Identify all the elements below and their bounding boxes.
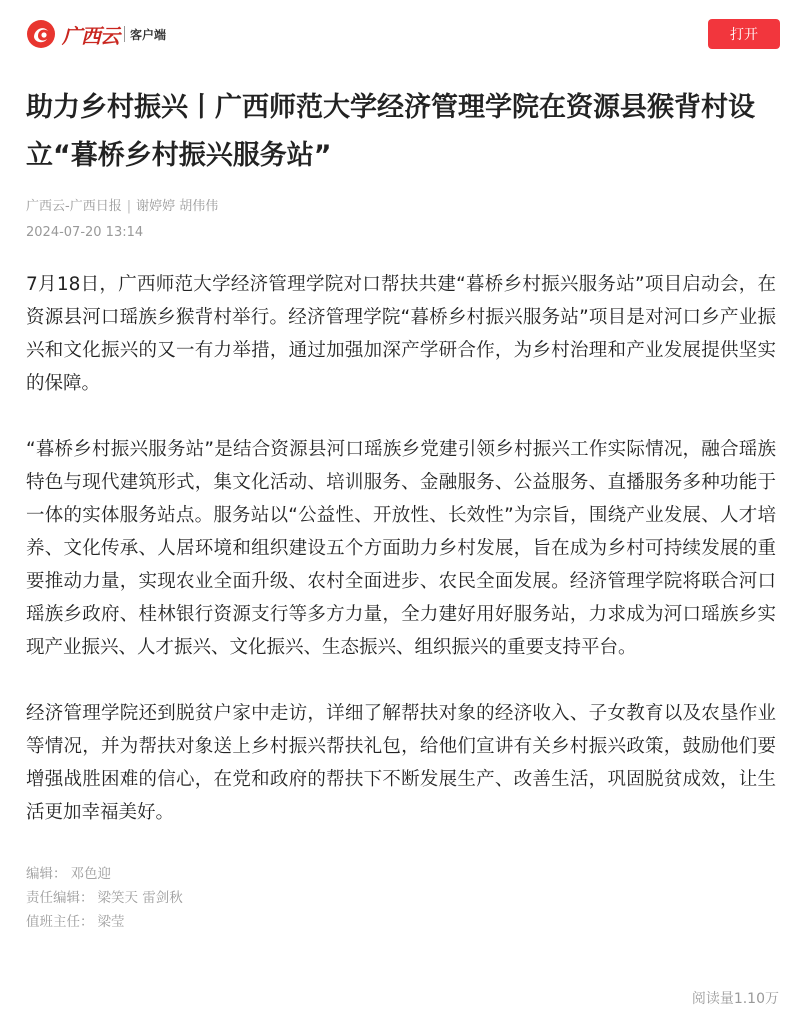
credit-chief-label: 责任编辑： xyxy=(26,890,94,906)
editor-credits xyxy=(26,862,776,934)
article-paragraph: “暮桥乡村振兴服务站”是结合资源县河口瑶族乡党建引领乡村振兴工作实际情况，融合瑶族特色与现代建筑形式，集文化活动、培训服务、金融服务、公益服务、直播服务多种功能于一体的实体服务站点。服务站以“公益性、开放性、长效性”为宗旨，围绕产业发展、人才培养、文化传承、人居环境和组织建设五个方面助力乡村发展，旨在成为乡村可持续发展的重要推动力量，实现农业全面升级、农村全面进步、农民全面发展。经济管理学院将联合河口瑶族乡政府、桂林银行资源支行等多方力量，全力建好用好服务站，力求成为河口瑶族乡实现产业振兴、人才振兴、文化振兴、生态振兴、组织振兴的重要支持平台。 xyxy=(26,439,776,658)
brand[interactable] xyxy=(26,19,166,49)
brand-name: 广西云 xyxy=(62,23,119,48)
article-body xyxy=(26,268,776,829)
article xyxy=(26,84,776,934)
article-meta xyxy=(26,196,776,218)
credit-editor-name: 邓色迎 xyxy=(70,866,111,882)
read-count: 阅读量1.10万 xyxy=(691,991,779,1007)
brand-subtitle: 客户端 xyxy=(130,27,167,42)
article-title: 助力乡村振兴丨广西师范大学经济管理学院在资源县猴背村设立“暮桥乡村振兴服务站” xyxy=(26,92,755,171)
credit-chief-name: 梁笑天 雷剑秋 xyxy=(97,890,183,906)
article-paragraph: 经济管理学院还到脱贫户家中走访，详细了解帮扶对象的经济收入、子女教育以及农垦作业等情况，并为帮扶对象送上乡村振兴帮扶礼包，给他们宣讲有关乡村振兴政策，鼓励他们要增强战胜困难的信心，在党和政府的帮扶下不断发展生产、改善生活，巩固脱贫成效，让生活更加幸福美好。 xyxy=(26,703,776,823)
credit-editor-label: 编辑： xyxy=(26,866,67,882)
brand-divider xyxy=(124,26,125,42)
open-app-button[interactable]: 打开 xyxy=(708,19,780,49)
credit-duty-director xyxy=(26,910,776,934)
meta-separator: | xyxy=(126,199,132,214)
credit-editor xyxy=(26,862,776,886)
article-paragraph: 7月18日，广西师范大学经济管理学院对口帮扶共建“暮桥乡村振兴服务站”项目启动会，在资源县河口瑶族乡猴背村举行。经济管理学院“暮桥乡村振兴服务站”项目是对河口乡产业振兴和文化振兴的又一有力举措，通过加强加深产学研合作，为乡村治理和产业发展提供坚实的保障。 xyxy=(26,274,776,394)
top-bar xyxy=(0,0,799,68)
article-authors: 谢婷婷 胡伟伟 xyxy=(136,199,219,214)
credit-duty-name: 梁莹 xyxy=(97,914,125,930)
credit-duty-label: 值班主任： xyxy=(26,914,94,930)
credit-chief-editor xyxy=(26,886,776,910)
article-source[interactable]: 广西云-广西日报 xyxy=(26,199,122,214)
guangxi-cloud-logo-icon xyxy=(26,19,56,49)
article-date: 2024-07-20 13:14 xyxy=(26,225,144,240)
